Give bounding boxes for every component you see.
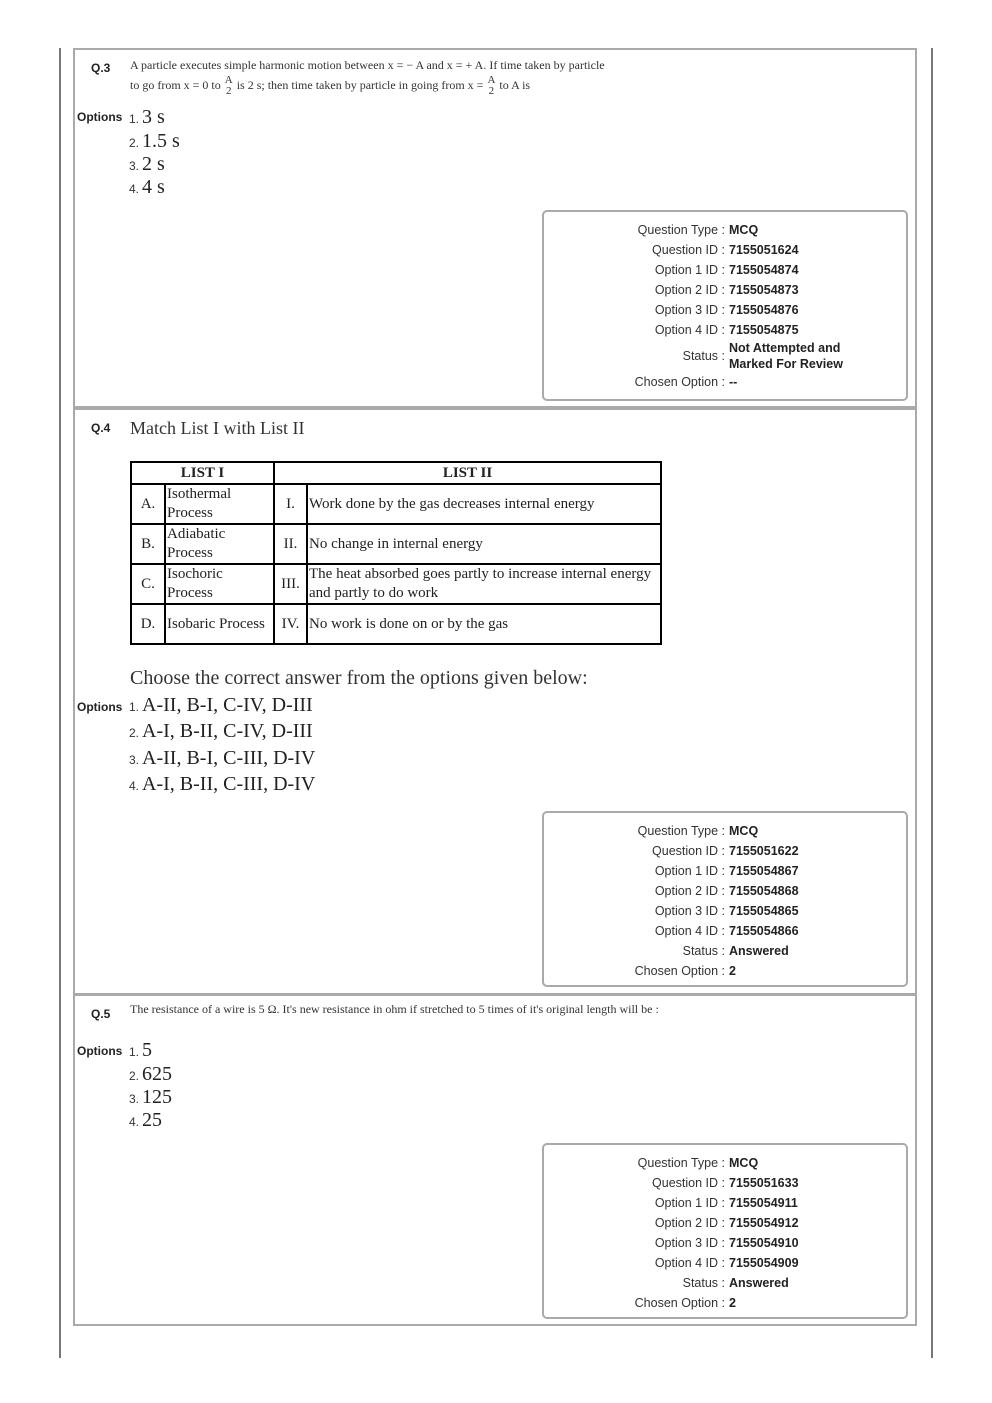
info-row [544, 300, 906, 320]
info-key: Question Type : [637, 223, 725, 237]
options-label: Options [77, 110, 123, 124]
denominator: 2 [225, 85, 232, 98]
option-number: 3. [129, 753, 140, 767]
denominator: 2 [488, 85, 495, 98]
numerator: A [224, 74, 233, 87]
option-value: A-II, B-I, C-III, D-IV [142, 747, 316, 769]
question-3 [73, 48, 917, 408]
info-row [544, 372, 906, 392]
option-number: 3. [129, 1092, 140, 1106]
question-5 [73, 994, 917, 1326]
info-value: 7155051622 [729, 844, 799, 858]
info-value: 7155054909 [729, 1256, 799, 1270]
info-key: Question Type : [637, 824, 725, 838]
info-value: Answered [729, 944, 789, 958]
info-value: 7155054910 [729, 1236, 799, 1250]
info-key: Question ID : [652, 243, 725, 257]
table-row [131, 484, 661, 524]
table-cell: The heat absorbed goes partly to increase internal energy and partly to do work [307, 564, 661, 604]
info-value: 2 [729, 964, 736, 978]
info-key: Chosen Option : [634, 964, 725, 978]
option-number: 1. [129, 1045, 140, 1059]
info-row [544, 961, 906, 981]
info-row [544, 861, 906, 881]
match-table [130, 461, 662, 645]
option-1 [129, 1039, 152, 1062]
option-number: 4. [129, 779, 140, 793]
info-value: 7155054866 [729, 924, 799, 938]
table-cell: A. [131, 484, 165, 524]
option-number: 4. [129, 182, 140, 196]
option-4 [129, 773, 315, 796]
table-header [131, 462, 661, 484]
question-text: The resistance of a wire is 5 Ω. It's new resistance in ohm if stretched to 5 times of it's original length will be : [130, 1002, 659, 1016]
info-row [544, 841, 906, 861]
question-4 [73, 408, 917, 995]
table-cell: III. [274, 564, 307, 604]
option-1 [129, 106, 165, 129]
info-row [544, 821, 906, 841]
numerator: A [487, 74, 496, 87]
info-row [544, 280, 906, 300]
info-value: Not Attempted and Marked For Review [729, 341, 843, 371]
info-key: Chosen Option : [634, 375, 725, 389]
info-value: MCQ [729, 223, 759, 237]
option-4 [129, 176, 165, 199]
info-value: 7155054867 [729, 864, 799, 878]
table-cell: II. [274, 524, 307, 564]
option-value: 4 s [142, 176, 165, 198]
info-value: 7155054865 [729, 904, 799, 918]
option-1 [129, 694, 313, 717]
option-4 [129, 1109, 162, 1132]
question-text [130, 55, 690, 97]
info-row [544, 1173, 906, 1193]
info-key: Chosen Option : [634, 1296, 725, 1310]
info-key: Option 2 ID : [654, 283, 725, 297]
info-value: 7155054868 [729, 884, 799, 898]
page-border-right [931, 48, 933, 1358]
table-cell: No work is done on or by the gas [307, 604, 661, 644]
info-value: 7155054876 [729, 303, 799, 317]
table-cell: Isobaric Process [165, 604, 274, 644]
info-key: Option 1 ID : [654, 1196, 725, 1210]
options-label: Options [77, 700, 123, 714]
header-list-2: LIST II [274, 462, 661, 484]
info-key: Option 4 ID : [654, 323, 725, 337]
info-row [544, 1293, 906, 1313]
info-key: Question ID : [652, 1176, 725, 1190]
table-row [131, 524, 661, 564]
info-key: Status : [682, 944, 725, 958]
option-3 [129, 747, 315, 770]
text: is 2 s; then time taken by particle in going from x = [236, 78, 484, 92]
info-value: MCQ [729, 1156, 759, 1170]
table-cell: IV. [274, 604, 307, 644]
options-label: Options [77, 1044, 123, 1058]
question-text: Match List I with List II [130, 418, 305, 438]
table-cell: I. [274, 484, 307, 524]
info-key: Option 1 ID : [654, 864, 725, 878]
fraction [225, 75, 233, 97]
table-cell: D. [131, 604, 165, 644]
question-info-panel [542, 1143, 908, 1319]
info-row [544, 220, 906, 240]
info-row [544, 1233, 906, 1253]
info-row [544, 901, 906, 921]
info-row [544, 941, 906, 961]
question-line-1: A particle executes simple harmonic motion between x = − A and x = + A. If time taken by particle [130, 58, 605, 72]
info-key: Option 2 ID : [654, 884, 725, 898]
table-cell: Isothermal Process [165, 484, 274, 524]
option-number: 2. [129, 1069, 140, 1083]
info-value: 7155054911 [729, 1196, 798, 1210]
info-value: 7155051624 [729, 243, 799, 257]
table-cell: C. [131, 564, 165, 604]
table-cell: Isochoric Process [165, 564, 274, 604]
info-key: Option 3 ID : [654, 904, 725, 918]
info-key: Option 4 ID : [654, 924, 725, 938]
table-cell: Adiabatic Process [165, 524, 274, 564]
option-3 [129, 1086, 172, 1109]
info-value: 7155054875 [729, 323, 799, 337]
option-number: 2. [129, 726, 140, 740]
page-border-left [59, 48, 61, 1358]
table-row [131, 564, 661, 604]
option-value: 625 [142, 1063, 173, 1085]
info-key: Option 1 ID : [654, 263, 725, 277]
info-value: 7155051633 [729, 1176, 799, 1190]
option-2 [129, 1063, 172, 1086]
option-value: 5 [142, 1039, 153, 1061]
option-value: 3 s [142, 106, 165, 128]
info-row [544, 240, 906, 260]
option-2 [129, 130, 180, 153]
info-row [544, 1273, 906, 1293]
question-prompt: Choose the correct answer from the options given below: [130, 667, 588, 689]
option-2 [129, 720, 313, 743]
info-row [544, 881, 906, 901]
option-value: 2 s [142, 153, 165, 175]
option-number: 1. [129, 700, 140, 714]
info-value: 2 [729, 1296, 736, 1310]
fraction [487, 75, 495, 97]
table-cell: B. [131, 524, 165, 564]
question-line-2 [130, 75, 690, 97]
info-value: 7155054874 [729, 263, 799, 277]
option-value: A-I, B-II, C-IV, D-III [142, 720, 313, 742]
question-number: Q.3 [91, 61, 111, 75]
option-3 [129, 153, 165, 176]
option-value: 125 [142, 1086, 173, 1108]
info-value: 7155054873 [729, 283, 799, 297]
info-value: -- [729, 375, 738, 389]
info-row [544, 1213, 906, 1233]
table-row [131, 604, 661, 644]
question-info-panel [542, 210, 908, 401]
info-row [544, 1253, 906, 1273]
question-number: Q.4 [91, 421, 111, 435]
info-row [544, 1193, 906, 1213]
info-key: Option 3 ID : [654, 1236, 725, 1250]
option-value: A-II, B-I, C-IV, D-III [142, 694, 313, 716]
option-value: 25 [142, 1109, 163, 1131]
info-row [544, 340, 906, 372]
info-key: Status : [682, 1276, 725, 1290]
option-number: 4. [129, 1115, 140, 1129]
option-value: A-I, B-II, C-III, D-IV [142, 773, 316, 795]
info-key: Option 2 ID : [654, 1216, 725, 1230]
option-number: 2. [129, 136, 140, 150]
info-row [544, 260, 906, 280]
info-value: 7155054912 [729, 1216, 799, 1230]
info-key: Status : [682, 349, 725, 363]
info-row [544, 921, 906, 941]
header-list-1: LIST I [131, 462, 274, 484]
option-number: 3. [129, 159, 140, 173]
text: to A is [499, 78, 531, 92]
info-value: MCQ [729, 824, 759, 838]
info-key: Question Type : [637, 1156, 725, 1170]
option-value: 1.5 s [142, 130, 180, 152]
option-number: 1. [129, 112, 140, 126]
table-cell: No change in internal energy [307, 524, 661, 564]
info-key: Question ID : [652, 844, 725, 858]
info-row [544, 320, 906, 340]
question-number: Q.5 [91, 1007, 111, 1021]
info-key: Option 3 ID : [654, 303, 725, 317]
text: to go from x = 0 to [130, 78, 221, 92]
table-cell: Work done by the gas decreases internal energy [307, 484, 661, 524]
question-info-panel [542, 811, 908, 987]
info-value: Answered [729, 1276, 789, 1290]
info-row [544, 1153, 906, 1173]
info-key: Option 4 ID : [654, 1256, 725, 1270]
